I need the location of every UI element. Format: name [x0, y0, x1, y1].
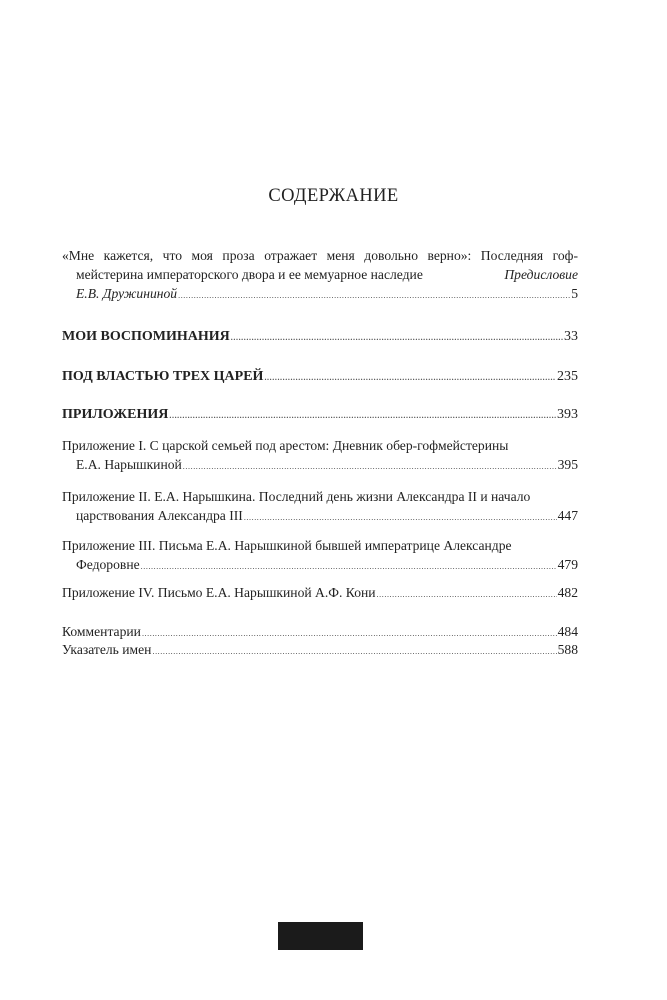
- page-number: 395: [557, 457, 578, 472]
- toc-entry-appendix-4[interactable]: [62, 583, 578, 604]
- footer-bar: [278, 922, 363, 950]
- leader-dots: [264, 368, 556, 387]
- toc-entry-appendix-1[interactable]: [62, 436, 578, 476]
- page-title: СОДЕРЖАНИЕ: [268, 186, 399, 206]
- toc-entry-text: мейстерина императорского двора и ее мемуарное наследие: [76, 267, 423, 282]
- leader-dots: [152, 642, 556, 661]
- toc-entry-title: ПРИЛОЖЕНИЯ: [62, 407, 169, 422]
- leader-dots: [178, 286, 570, 305]
- page-number: 235: [557, 369, 578, 384]
- page-number: 479: [557, 557, 578, 572]
- page-number: 482: [557, 585, 578, 600]
- page-number: 33: [564, 329, 578, 344]
- toc-entry-three-tsars[interactable]: [62, 367, 578, 387]
- page-number: 447: [557, 508, 578, 523]
- leader-dots: [183, 457, 557, 476]
- toc-entry-title: Указатель имен: [62, 642, 152, 657]
- toc-entry-index[interactable]: [62, 640, 578, 661]
- leader-dots: [169, 406, 556, 425]
- toc-entry-text: царствования Александра III: [76, 508, 243, 523]
- toc-entry-memoirs[interactable]: [62, 327, 578, 347]
- page-number: 484: [557, 624, 578, 639]
- toc-entry-italic: Предисловие: [504, 267, 578, 282]
- toc-entry-title: МОИ ВОСПОМИНАНИЯ: [62, 329, 230, 344]
- leader-dots: [141, 557, 557, 576]
- toc-entry-text: Е.А. Нарышкиной: [76, 457, 182, 472]
- toc-entry-text: «Мне кажется, что моя проза отражает меня довольно верно»: Последняя гоф-: [62, 248, 578, 263]
- page-number: 393: [557, 407, 578, 422]
- page-number: 588: [557, 642, 578, 657]
- toc-entry-appendix-2[interactable]: [62, 487, 578, 527]
- toc-entry-text: Приложение III. Письма Е.А. Нарышкиной бывшей императрице Александре: [62, 538, 512, 553]
- leader-dots: [231, 328, 563, 347]
- leader-dots: [377, 585, 557, 604]
- toc-entry-text: Приложение I. С царской семьей под арестом: Дневник обер-гофмейстерины: [62, 438, 509, 453]
- toc-entry-italic: Е.В. Дружининой: [76, 286, 178, 301]
- toc-entry-text: Приложение II. Е.А. Нарышкина. Последний день жизни Александра II и начало: [62, 489, 531, 504]
- toc-entry-text: Приложение IV. Письмо Е.А. Нарышкиной А.Ф. Кони: [62, 585, 376, 600]
- toc-entry-appendices[interactable]: [62, 405, 578, 425]
- leader-dots: [244, 508, 557, 527]
- toc-entry-title: Комментарии: [62, 624, 141, 639]
- toc-entry-preface[interactable]: [62, 246, 578, 305]
- toc-entry-appendix-3[interactable]: [62, 536, 578, 576]
- toc-entry-title: ПОД ВЛАСТЬЮ ТРЕХ ЦАРЕЙ: [62, 369, 264, 384]
- page-number: 5: [571, 286, 578, 301]
- toc-entry-text: Федоровне: [76, 557, 140, 572]
